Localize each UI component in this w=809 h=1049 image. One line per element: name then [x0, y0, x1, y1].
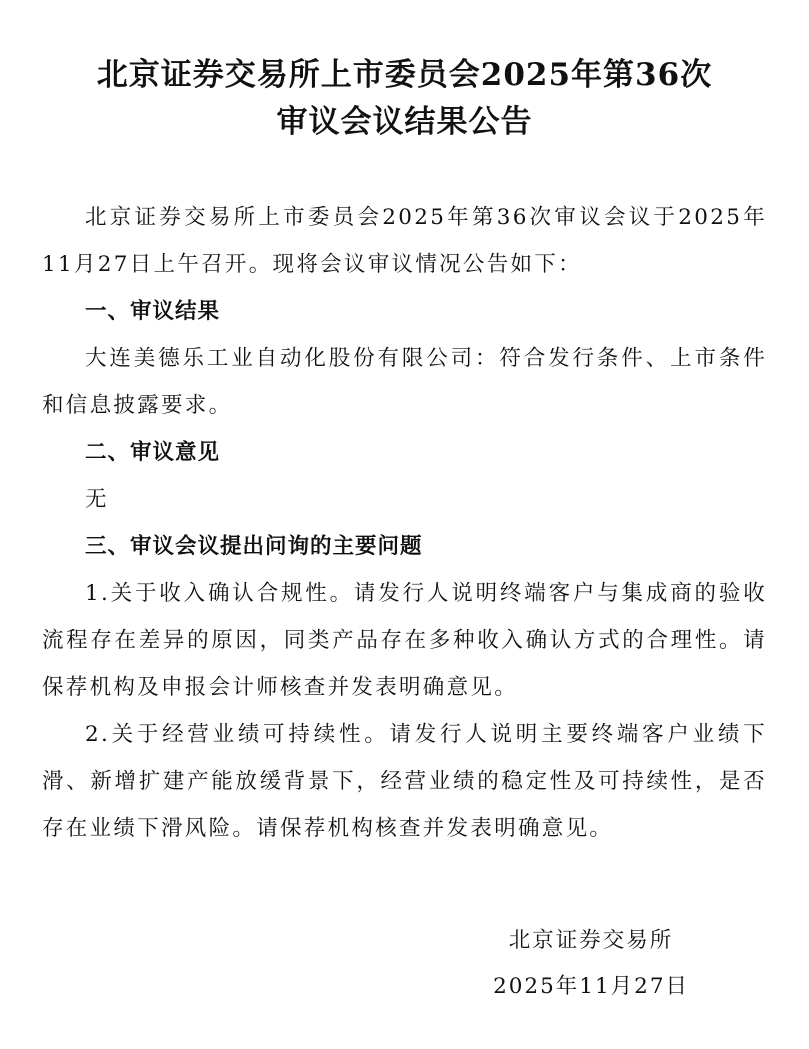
signature-date: 2025年11月27日	[493, 974, 689, 999]
signature-block	[493, 918, 689, 1010]
title-line-1: 北京证券交易所上市委员会2025年第36次	[96, 57, 713, 93]
section-heading-review-opinion: 二、审议意见	[85, 440, 221, 465]
title-line-2: 审议会议结果公告	[276, 104, 533, 140]
signature-organization: 北京证券交易所	[508, 928, 674, 953]
review-result-paragraph: 大连美德乐工业自动化股份有限公司：符合发行条件、上市条件和信息披露要求。	[42, 346, 767, 418]
document-title	[42, 52, 767, 146]
question-1-paragraph: 1.关于收入确认合规性。请发行人说明终端客户与集成商的验收流程存在差异的原因，同类产品存在多种收入确认方式的合理性。请保荐机构及申报会计师核查并发表明确意见。	[42, 581, 767, 700]
section-heading-main-questions: 三、审议会议提出问询的主要问题	[85, 534, 423, 559]
review-opinion-paragraph: 无	[85, 487, 109, 512]
section-heading-review-result: 一、审议结果	[85, 299, 221, 324]
question-2-paragraph: 2.关于经营业绩可持续性。请发行人说明主要终端客户业绩下滑、新增扩建产能放缓背景下，经营业绩的稳定性及可持续性，是否存在业绩下滑风险。请保荐机构核查并发表明确意见。	[42, 722, 767, 841]
intro-paragraph: 北京证券交易所上市委员会2025年第36次审议会议于2025年11月27日上午召开。现将会议审议情况公告如下：	[42, 205, 767, 277]
document-body	[42, 194, 767, 852]
